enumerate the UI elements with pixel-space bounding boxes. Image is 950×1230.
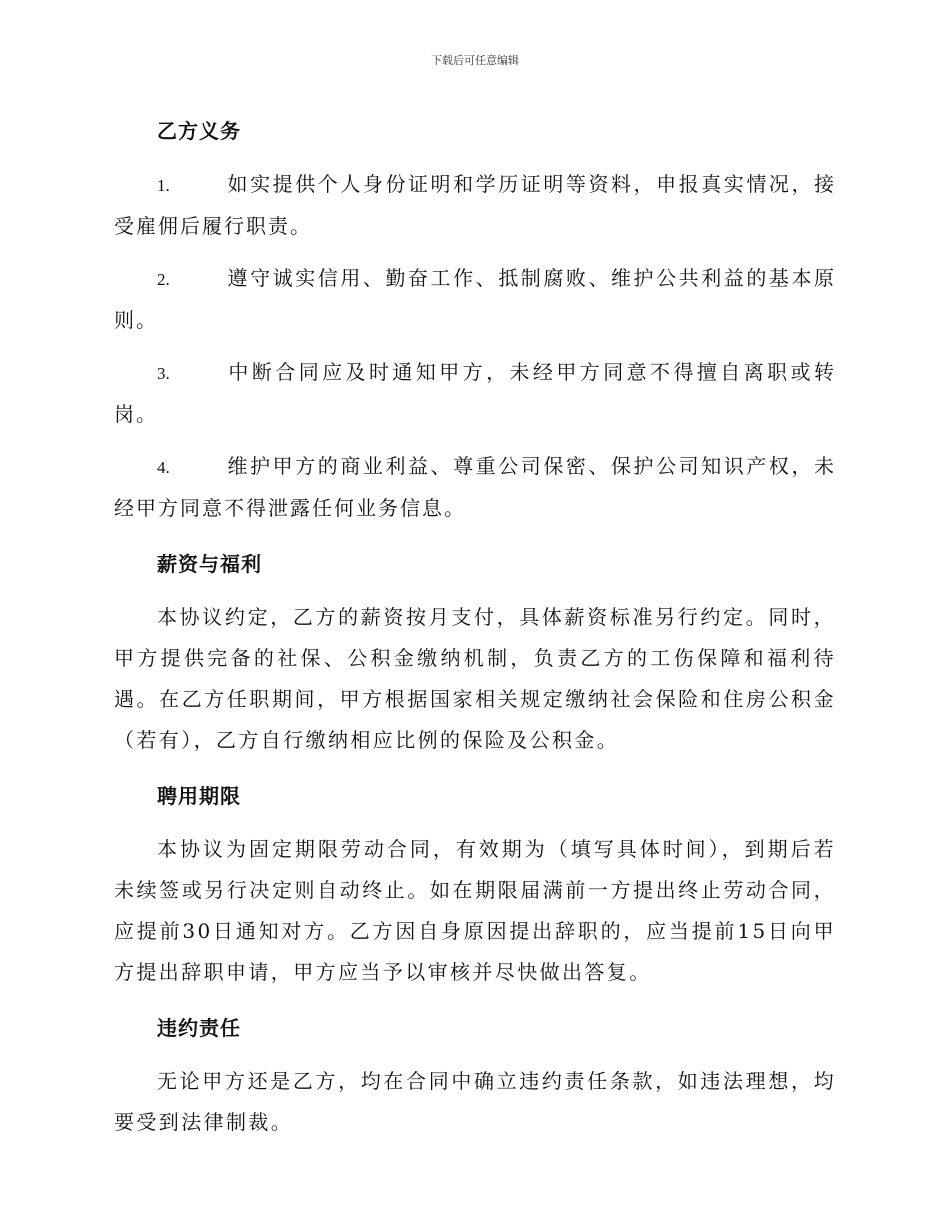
duty-item-1 (114, 164, 836, 247)
document-body (114, 108, 836, 1143)
section-heading-salary: 薪资与福利 (157, 552, 262, 576)
duty-item-text: 如实提供个人身份证明和学历证明等资料，申报真实情况，接受雇佣后履行职责。 (114, 172, 836, 238)
duty-item-number: 4. (157, 458, 170, 477)
salary-paragraph: 本协议约定，乙方的薪资按月支付，具体薪资标准另行约定。同时，甲方提供完备的社保、公积金缴纳机制，负责乙方的工伤保障和福利待遇。在乙方任职期间，甲方根据国家相关规定缴纳社会保险和住房公积金（若有），乙方自行缴纳相应比例的保险及公积金。 (114, 605, 836, 752)
duty-item-number: 2. (157, 270, 170, 289)
section-heading-breach: 违约责任 (157, 1016, 241, 1040)
breach-paragraph: 无论甲方还是乙方，均在合同中确立违约责任条款，如违法理想，均要受到法律制裁。 (114, 1069, 836, 1134)
duty-item-text: 遵守诚实信用、勤奋工作、抵制腐败、维护公共利益的基本原则。 (114, 266, 836, 332)
duty-item-number: 1. (157, 176, 170, 195)
duty-item-3 (114, 352, 836, 435)
term-paragraph: 本协议为固定期限劳动合同，有效期为（填写具体时间），到期后若未续签或另行决定则自动终止。如在期限届满前一方提出终止劳动合同，应提前30日通知对方。乙方因自身原因提出辞职的，应当提前15日向甲方提出辞职申请，甲方应当予以审核并尽快做出答复。 (114, 837, 836, 984)
duty-item-4 (114, 446, 836, 529)
duty-item-text: 维护甲方的商业利益、尊重公司保密、保护公司知识产权，未经甲方同意不得泄露任何业务信息。 (114, 454, 836, 520)
duty-item-text: 中断合同应及时通知甲方，未经甲方同意不得擅自离职或转岗。 (114, 360, 836, 426)
duty-item-number: 3. (157, 364, 170, 383)
section-heading-term: 聘用期限 (157, 784, 241, 808)
duty-item-2 (114, 258, 836, 341)
section-heading-duties: 乙方义务 (157, 119, 241, 143)
page-header-note: 下载后可任意编辑 (431, 54, 519, 67)
